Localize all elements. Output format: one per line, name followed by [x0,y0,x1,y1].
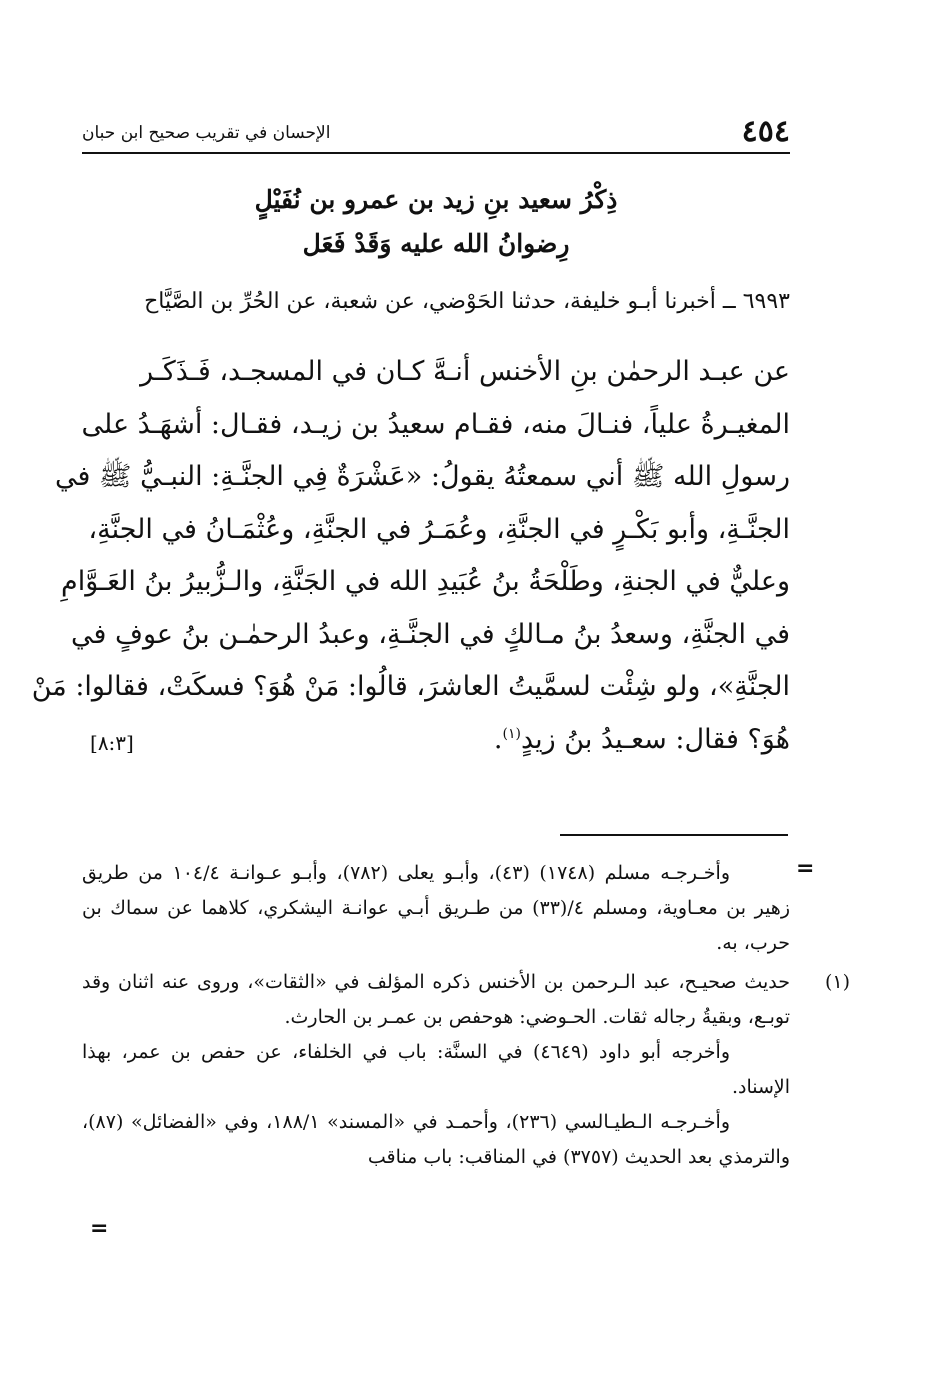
matn-end: . [493,723,503,755]
matn-line: وعليٌّ في الجنةِ، وطَلْحَةُ بنُ عُبَيدِ الله في الجَنَّةِ، والـزُّبيرُ بنُ العَـوَّامِ [61,566,790,597]
header-rule [82,152,790,154]
hadith-block [31,282,790,766]
footnote-1-para-1: حديث صحيـح، عبد الـرحمن بن الأخنس ذكره المؤلف في «الثقات»، وروى عنه اثنان وقد توبـع، وبقيةُ رجاله ثقات. الحـوضي: هوحفص بن عمـر بن الحارث. [82,971,790,1028]
chapter-title-line-1: ذِكْرُ سعيد بنِ زيد بن عمرو بن نُفَيْلٍ [254,185,618,214]
hadith-isnad: ٦٩٩٣ ــ أخبرنا أبـو خليفة، حدثنا الحَوْضي، عن شعبة، عن الحُرِّ بن الصَّيَّاح [144,289,790,314]
footnotes [82,856,850,1175]
footnote-marker[interactable]: (١) [502,725,521,742]
footnote-number: (١) [824,971,850,993]
matn-line: الجنَّةِ»، ولو شِئْت لسمَّيتُ العاشرَ، قالُوا: مَنْ هُوَ؟ فسكَتْ، فقالوا: مَنْ [31,671,790,702]
footnote-1-para-2: وأخرجه أبو داود (٤٦٤٩) في السنَّة: باب في الخلفاء، عن حفص بن عمر، بهذا الإسناد. [82,1041,790,1098]
reference-mark: [٨:٣] [90,731,134,755]
continuation-mark-top: = [796,856,815,881]
matn-line: رسولِ الله ﷺ أني سمعتُهُ يقولُ: «عَشْرَةٌ فِي الجنَّـةِ: النبـيُّ ﷺ في [54,461,790,492]
matn-line: في الجنَّةِ، وسعدُ بنُ مـالكٍ في الجنَّـةِ، وعبدُ الرحمٰـن بنُ عوفٍ في [70,618,790,650]
matn-last-line [82,714,790,767]
footnote-carryover: وأخـرجـه مسلم (١٧٤٨) (٤٣)، وأبـو يعلى (٧٨٢)، وأبـو عـوانـة ١٠٤/٤ من طريق زهير بن معـاوية، ومسلم ٤/(٣٣) من طـريق أبـي عوانـة اليشكري، كلاهما عن سماك بن حرب، به. [82,862,790,954]
matn-line: المغيـرةُ علياً، فنـالَ منه، فقـام سعيدُ بن زيـد، فقـال: أشهَـدُ على [81,408,790,440]
chapter-title [82,178,790,266]
footnote-rule [560,834,788,836]
matn-line: هُوَ؟ فقال: سعـيدُ بنُ زيدٍ [520,723,790,755]
page-number: ٤٥٤ [741,114,790,149]
footnote-1 [82,965,850,1175]
matn-line: الجنَّـةِ، وأبو بَكْـرٍ في الجنَّةِ، وعُمَـرُ في الجنَّةِ، وعُثْمَـانُ في الجنَّةِ، [88,513,790,545]
chapter-title-line-2: رِضوانُ الله عليه وَقَدْ فَعَل [302,229,570,258]
hadith-matn [31,346,790,766]
page-header [82,112,790,152]
matn-line: عن عبـد الرحمٰن بنِ الأخنس أنـهَّ كـان في المسجـد، فَـذَكَـر [140,356,790,387]
running-title: الإحسان في تقريب صحيح ابن حبان [82,123,331,143]
continuation-mark-bottom: = [90,1216,109,1241]
footnote-1-para-3: وأخـرجـه الـطيـالسي (٢٣٦)، وأحمـد في «المسند» ١٨٨/١، وفي «الفضائل» (٨٧)، والترمذي بعد الحديث (٣٧٥٧) في المناقب: باب مناقب [82,1111,790,1168]
